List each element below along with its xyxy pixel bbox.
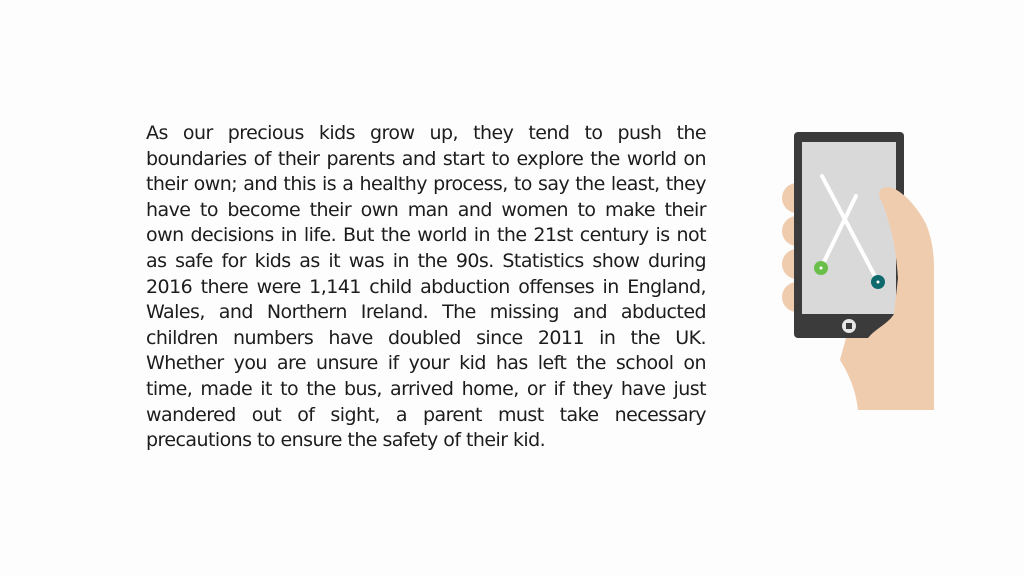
hand-holding-phone-map-icon: [770, 128, 950, 418]
body-paragraph: As our precious kids grow up, they tend to push the boundaries of their parents and start to explore the world on their own; and this is a healthy process, to say the least, they have to become their own man and women to make their own decisions in life. But the world in the 21st century is not as safe for kids as it was in the 90s. Statistics show during 2016 there were 1,141 child abduction offenses in England, Wales, and Northern Ireland. The missing and abducted children numbers have doubled since 2011 in the UK. Whether you are unsure if your kid has left the school on time, made it to the bus, arrived home, or if they have just wandered out of sight, a parent must take necessary precautions to ensure the safety of their kid.: [146, 122, 706, 452]
